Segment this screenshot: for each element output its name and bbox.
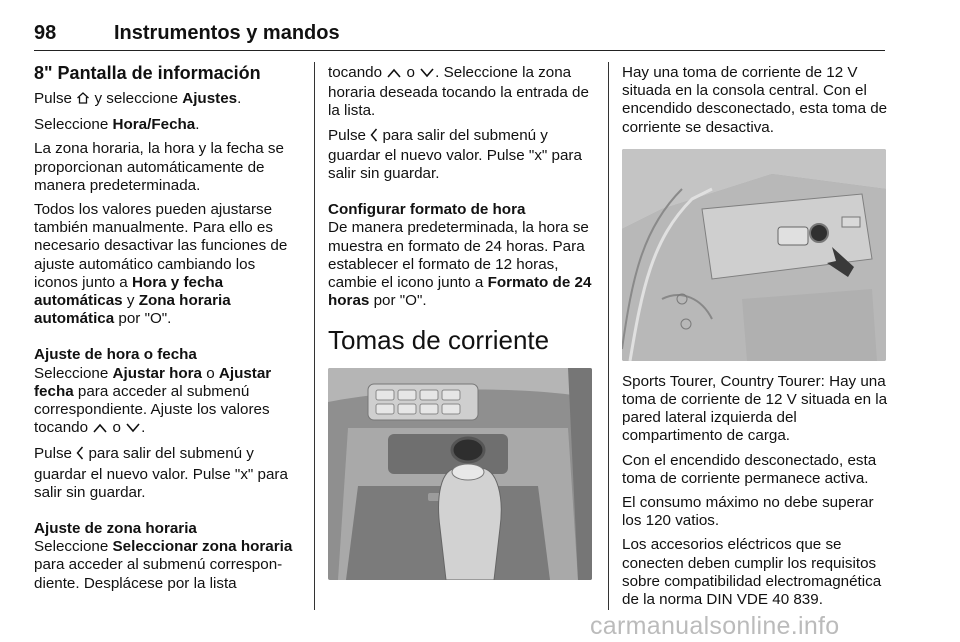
column-divider [608,62,609,610]
page-number: 98 [34,22,57,44]
subheading-hora-fecha: Ajuste de hora o fecha [34,346,197,364]
paragraph: De manera predeterminada, la hora se muestra en formato de 24 horas. Para establecer el formato de 12 horas, cambie el icono junto a Formato de 24 horas por "O". [328,219,592,310]
column-2 [328,64,594,580]
paragraph: Los accesorios eléctricos que se conecten deben cumplir los requisitos sobre compatibilidad electromagnética de la norma DIN VDE 40 839. [622,536,882,609]
chevron-up-icon [386,66,402,84]
column-divider [314,62,315,610]
paragraph: Pulse y seleccione Ajustes. [34,90,300,110]
chevron-up-icon [92,421,108,439]
cargo-socket-illustration [622,149,886,361]
chevron-down-icon [125,421,141,439]
paragraph: La zona horaria, la hora y la fecha se proporcionan automáticamente de manera predeterminada. [34,140,284,194]
page-header [34,20,885,51]
paragraph: Pulse para salir del submenú y guardar el nuevo valor. Pulse "x" para salir sin guardar. [34,445,288,501]
paragraph: Sports Tourer, Country Tourer: Hay una toma de corriente de 12 V situada en la pared lateral izquierda del compartimento de carga. [622,372,888,445]
paragraph: Seleccione Hora/Fecha. [34,116,200,134]
chevron-down-icon [419,66,435,84]
console-socket-illustration [328,368,592,580]
paragraph: Todos los valores pueden ajustarse también manualmente. Para ello es necesario desactivar las funciones de ajuste automático cambiando los iconos junto a Hora y fecha automáticas y Zona horaria automática por "O". [34,201,288,328]
watermark: carmanualsonline.info [590,612,840,640]
paragraph: Seleccione Ajustar hora o Ajustar fecha para acceder al submenú correspondiente. Ajuste los valores tocando o . [34,365,300,440]
paragraph: Hay una toma de corriente de 12 V situada en la consola central. Con el encendido desconectado, esta toma de corriente se desactiva. [622,64,888,136]
home-icon [76,91,90,110]
paragraph: El consumo máximo no debe superar los 120 vatios. [622,494,874,530]
paragraph: Con el encendido desconectado, esta toma de corriente permanece activa. [622,451,877,487]
paragraph: Pulse para salir del submenú y guardar el nuevo valor. Pulse "x" para salir sin guardar. [328,126,582,183]
subheading-zona-horaria: Ajuste de zona horaria [34,520,197,538]
heading-tomas-corriente: Tomas de corriente [328,325,550,356]
section-title: Instrumentos y mandos [114,22,340,44]
paragraph: tocando o . Seleccione la zona horaria deseada tocando la entrada de la lista. [328,64,589,120]
column-3 [622,64,888,615]
heading-pantalla: 8" Pantalla de información [34,63,261,83]
subheading-formato-hora: Configurar formato de hora [328,201,526,219]
paragraph: Seleccione Seleccionar zona horaria para acceder al submenú correspondiente. Desplácese por la lista [34,538,293,592]
column-1 [34,62,300,599]
